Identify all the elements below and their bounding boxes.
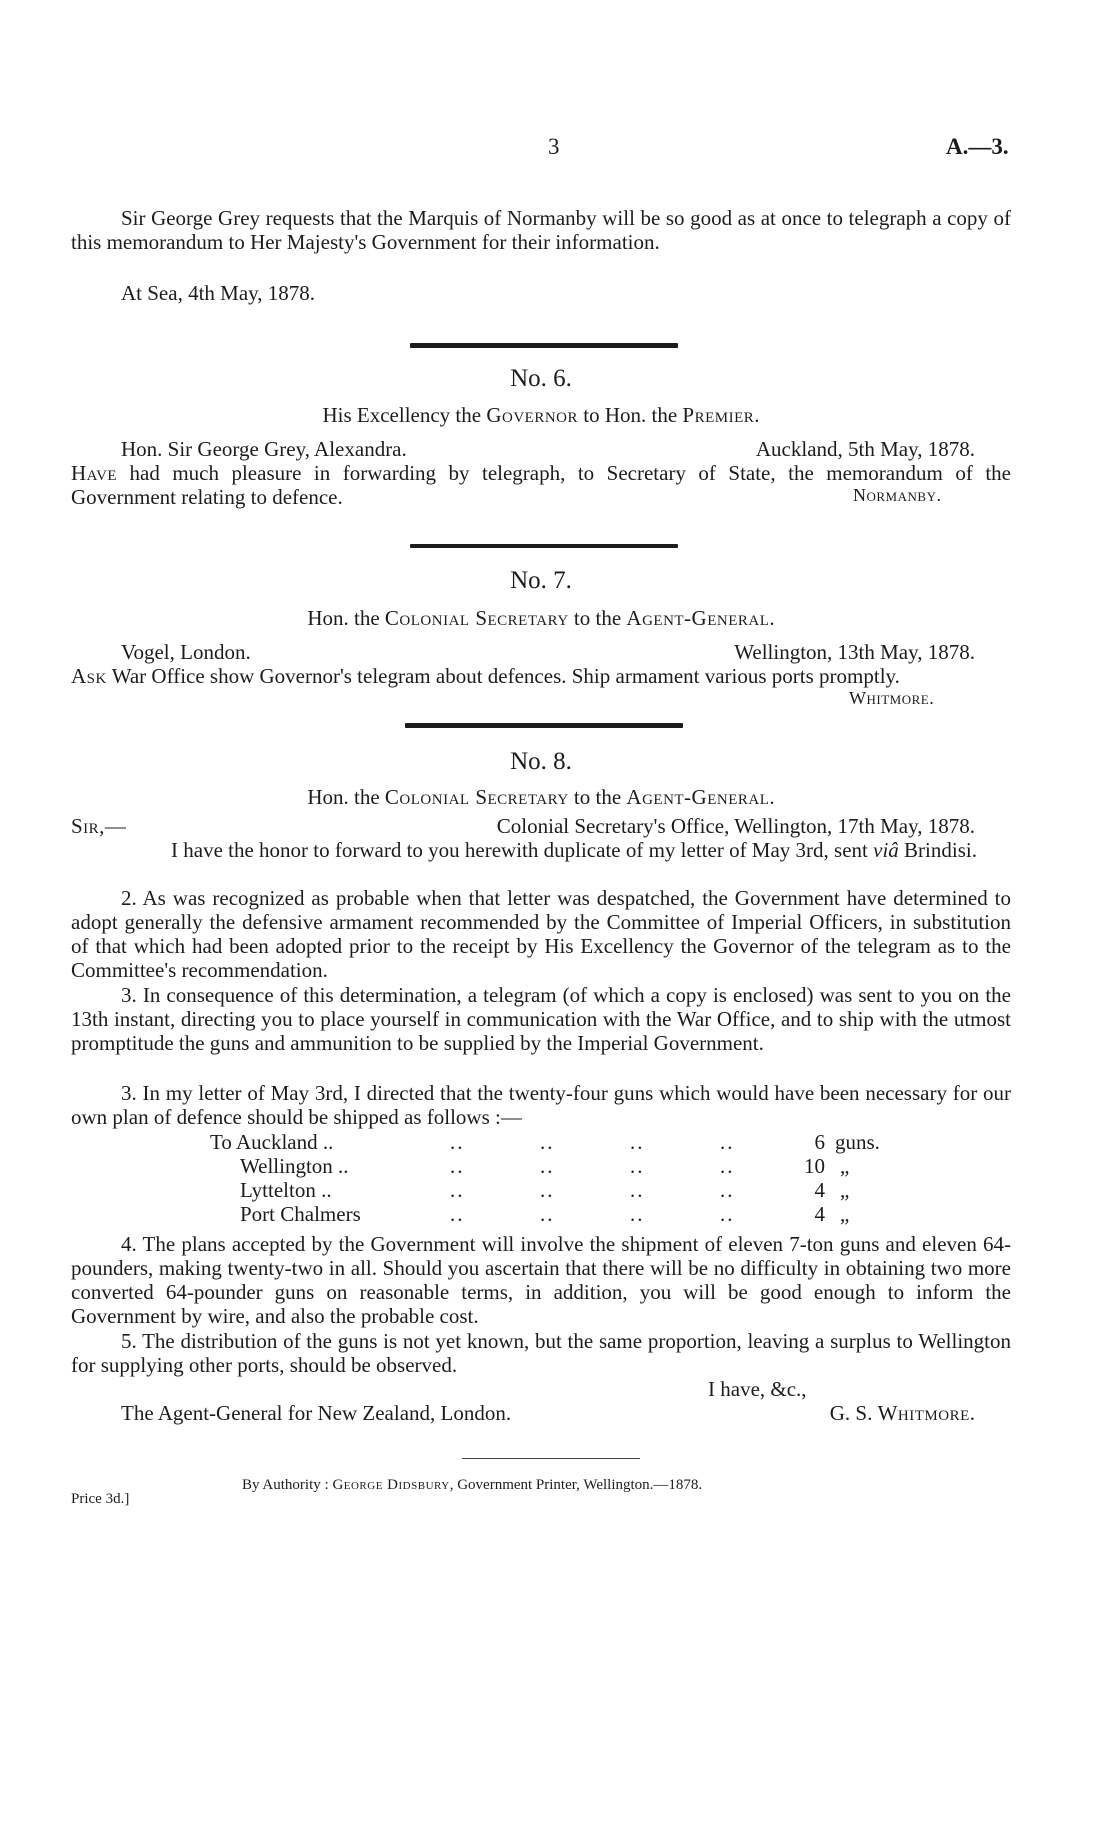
table-row [210, 1130, 910, 1154]
no6-place-date: Auckland, 5th May, 1878. [755, 437, 975, 461]
table-dots: .. [540, 1154, 555, 1178]
no7-subtitle-to: Agent-General [626, 606, 770, 630]
no6-subtitle-mid: to Hon. the [578, 403, 683, 427]
table-unit: „ [840, 1202, 850, 1226]
no8-recipient: The Agent-General for New Zealand, London. [121, 1401, 512, 1425]
no8-place-date: Colonial Secretary's Office, Wellington, 17th May, 1878. [496, 814, 975, 838]
no6-body-lead: Have [71, 461, 118, 485]
table-dots: .. [540, 1178, 555, 1202]
no8-signoff-row [71, 1401, 1011, 1425]
no8-para1-b: Brindisi. [898, 838, 977, 862]
table-dots: .. [630, 1130, 645, 1154]
no8-subtitle-to: Agent-General [626, 785, 770, 809]
no6-title: No. 6. [510, 365, 572, 392]
no8-signature-name: Whitmore [877, 1401, 970, 1425]
no6-signature: Normanby. [853, 485, 942, 505]
table-qty: 10 [804, 1154, 825, 1178]
no6-subtitle-pre: His Excellency the [322, 403, 487, 427]
no6-subtitle-end: . [754, 403, 760, 427]
table-place: Wellington .. [240, 1154, 349, 1178]
no8-subtitle [71, 785, 1011, 810]
intro-paragraph: Sir George Grey requests that the Marquis of Normanby will be so good as at once to telegraph a copy of this memorandum to Her Majesty's Government for their information. [71, 206, 1011, 254]
section-divider [405, 723, 683, 728]
no8-signature [830, 1401, 975, 1426]
no8-para1-a: I have the honor to forward to you herewith duplicate of my letter of May 3rd, sent [171, 838, 874, 862]
table-unit: „ [840, 1178, 850, 1202]
table-dots: .. [630, 1178, 645, 1202]
section-divider [410, 343, 678, 348]
no8-signature-pre: G. S. [829, 1401, 878, 1425]
footer-divider [462, 1458, 640, 1459]
no7-subtitle-from: Colonial Secretary [384, 606, 569, 630]
no8-para1 [71, 838, 1011, 862]
no6-body-text: had much pleasure in forwarding by telegraph, to Secretary of State, the memorandum of the Government relating to defence. [71, 461, 1011, 509]
table-place: To Auckland .. [210, 1130, 334, 1154]
table-dots: .. [450, 1130, 465, 1154]
table-dots: .. [450, 1178, 465, 1202]
table-dots: .. [720, 1154, 735, 1178]
no6-subtitle-to: Premier [682, 403, 755, 427]
no8-address-row [71, 814, 1011, 838]
no8-para3b: 3. In my letter of May 3rd, I directed that the twenty-four guns which would have been necessary for our own plan of defence should be shipped as follows :— [71, 1081, 1011, 1129]
no8-subtitle-from: Colonial Secretary [384, 785, 569, 809]
no8-subtitle-pre: Hon. the [307, 785, 385, 809]
table-dots: .. [450, 1202, 465, 1226]
table-row [210, 1202, 910, 1226]
imprint-post: , Government Printer, Wellington.—1878. [449, 1477, 703, 1493]
table-dots: .. [540, 1202, 555, 1226]
no7-body-text: War Office show Governor's telegram about defences. Ship armament various ports promptly. [106, 664, 900, 688]
no8-closing: I have, &c., [708, 1377, 807, 1401]
no7-subtitle-end: . [769, 606, 775, 630]
no6-addressee: Hon. Sir George Grey, Alexandra. [121, 437, 407, 461]
no8-salutation: Sir,— [71, 814, 127, 838]
no7-place-date: Wellington, 13th May, 1878. [734, 640, 975, 664]
no8-para2: 2. As was recognized as probable when that letter was despatched, the Government have determined to adopt generally the defensive armament recommended by the Committee of Imperial Officers, in substitution of that which had been adopted prior to the receipt by His Excellency the Governor of the telegram as to the Committee's recommendation. [71, 886, 1011, 982]
imprint-pre: By Authority : [242, 1477, 333, 1493]
no6-subtitle-from: Governor [486, 403, 578, 427]
table-qty: 4 [814, 1202, 825, 1226]
no7-address-row [71, 640, 1011, 664]
no7-subtitle [71, 606, 1011, 631]
no7-body-lead: Ask [71, 664, 107, 688]
no7-signature: Whitmore. [849, 688, 935, 708]
table-place: Lyttelton .. [240, 1178, 332, 1202]
table-dots: .. [450, 1154, 465, 1178]
table-qty: 6 [814, 1130, 825, 1154]
no8-para1-via: viâ [873, 838, 899, 862]
section-divider [410, 544, 678, 548]
price-label: Price 3d.] [71, 1491, 130, 1507]
intro-place-date: At Sea, 4th May, 1878. [121, 281, 316, 305]
table-place: Port Chalmers [240, 1202, 361, 1226]
no7-body [71, 664, 1011, 688]
page-number: 3 [548, 134, 560, 159]
no8-subtitle-mid: to the [568, 785, 627, 809]
table-dots: .. [720, 1202, 735, 1226]
no8-title: No. 8. [510, 748, 572, 775]
table-row [210, 1154, 910, 1178]
table-dots: .. [720, 1178, 735, 1202]
no6-address-row [71, 437, 1011, 461]
table-unit: guns. [835, 1130, 880, 1154]
printer-imprint [242, 1477, 702, 1494]
no6-subtitle [71, 403, 1011, 428]
no8-para4: 4. The plans accepted by the Government will involve the shipment of eleven 7-ton guns and eleven 64-pounders, making twenty-two in all. Should you ascertain that there will be no difficulty in obtaining two more converted 64-pounder guns on reasonable terms, in addition, you will be good enough to inform the Government by wire, and also the probable cost. [71, 1232, 1011, 1328]
table-dots: .. [630, 1202, 645, 1226]
printer-name: George Didsbury [332, 1477, 450, 1493]
no8-subtitle-end: . [769, 785, 775, 809]
no7-subtitle-pre: Hon. the [307, 606, 385, 630]
table-row [210, 1178, 910, 1202]
no7-addressee: Vogel, London. [121, 640, 251, 664]
document-reference: A.—3. [946, 134, 1009, 159]
table-dots: .. [540, 1130, 555, 1154]
no7-subtitle-mid: to the [568, 606, 627, 630]
no8-para3: 3. In consequence of this determination, a telegram (of which a copy is enclosed) was sent to you on the 13th instant, directing you to place yourself in communication with the War Office, and to ship with the utmost promptitude the guns and ammunition to be supplied by the Imperial Government. [71, 983, 1011, 1055]
no8-signature-end: . [969, 1401, 975, 1425]
table-dots: .. [630, 1154, 645, 1178]
no8-para5: 5. The distribution of the guns is not yet known, but the same proportion, leaving a surplus to Wellington for supplying other ports, should be observed. [71, 1329, 1011, 1377]
table-unit: „ [840, 1154, 850, 1178]
no7-title: No. 7. [510, 567, 572, 594]
table-dots: .. [720, 1130, 735, 1154]
table-qty: 4 [814, 1178, 825, 1202]
